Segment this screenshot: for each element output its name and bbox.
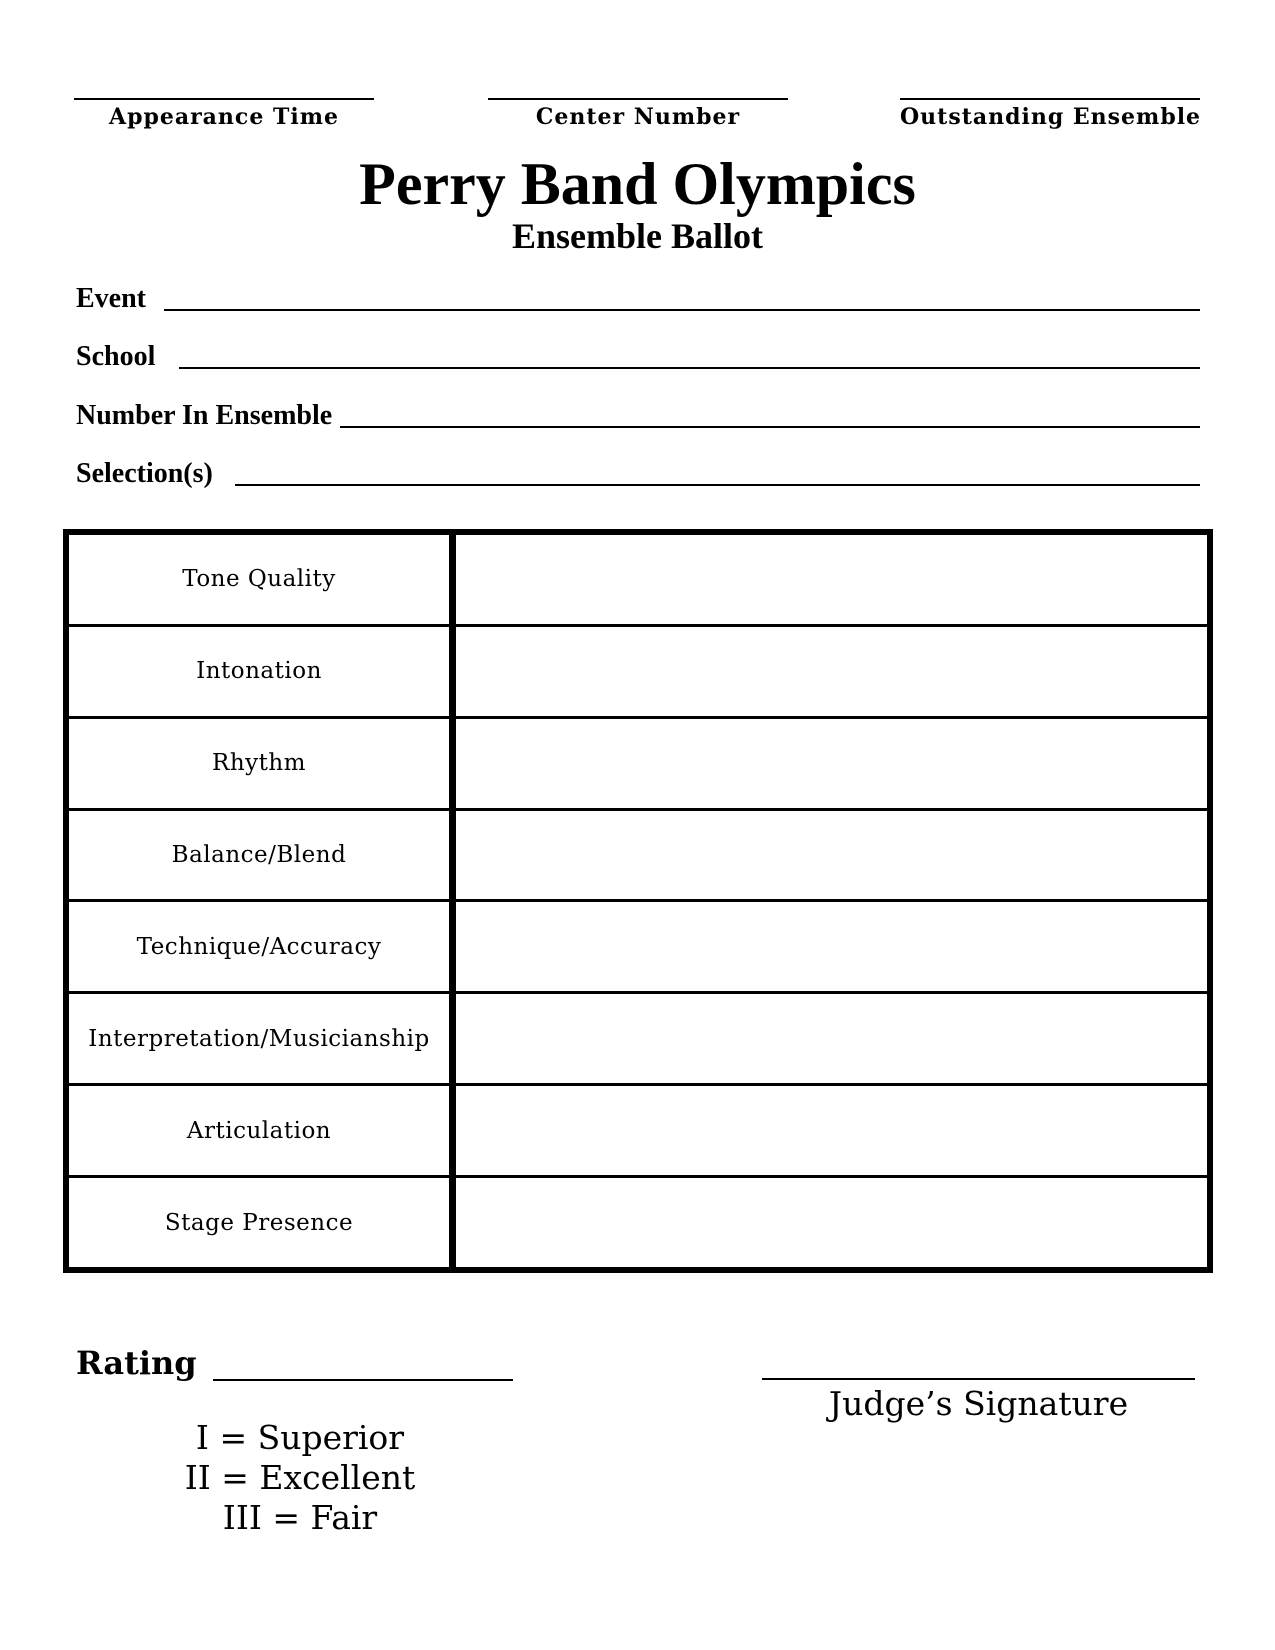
appearance-time-field[interactable] <box>74 74 374 130</box>
criteria-row <box>66 1085 1210 1177</box>
rating-scale-item: II = Excellent <box>184 1458 416 1497</box>
criteria-comment-cell[interactable] <box>453 901 1211 993</box>
selections-row <box>76 458 1200 490</box>
event-label: Event <box>76 283 146 314</box>
criteria-table <box>63 529 1213 1273</box>
appearance-time-line[interactable] <box>74 74 374 100</box>
criteria-label: Rhythm <box>66 717 453 809</box>
rating-scale <box>150 1418 450 1538</box>
criteria-label: Intonation <box>66 625 453 717</box>
criteria-label: Technique/Accuracy <box>66 901 453 993</box>
page-subtitle: Ensemble Ballot <box>511 216 763 256</box>
criteria-row <box>66 532 1210 625</box>
criteria-comment-cell[interactable] <box>453 717 1211 809</box>
criteria-label: Tone Quality <box>66 532 453 625</box>
criteria-row <box>66 717 1210 809</box>
rating-scale-item: I = Superior <box>195 1418 405 1457</box>
criteria-label: Interpretation/Musicianship <box>66 993 453 1085</box>
event-row <box>76 283 1200 315</box>
criteria-row <box>66 901 1210 993</box>
selections-label: Selection(s) <box>76 458 213 489</box>
selections-line[interactable] <box>235 460 1200 486</box>
school-label: School <box>76 341 156 372</box>
number-in-ensemble-line[interactable] <box>340 402 1200 428</box>
criteria-label: Stage Presence <box>66 1177 453 1270</box>
criteria-comment-cell[interactable] <box>453 993 1211 1085</box>
page-title: Perry Band Olympics <box>359 151 916 217</box>
rating-scale-item: III = Fair <box>222 1498 378 1537</box>
center-number-line[interactable] <box>488 74 788 100</box>
center-number-label: Center Number <box>535 104 741 130</box>
rating-line[interactable] <box>213 1353 513 1381</box>
criteria-row <box>66 993 1210 1085</box>
rating-label: Rating <box>76 1344 197 1382</box>
criteria-label: Articulation <box>66 1085 453 1177</box>
school-line[interactable] <box>179 343 1200 369</box>
outstanding-ensemble-line[interactable] <box>900 74 1200 100</box>
criteria-comment-cell[interactable] <box>453 809 1211 901</box>
criteria-comment-cell[interactable] <box>453 1085 1211 1177</box>
school-row <box>76 341 1200 373</box>
criteria-label: Balance/Blend <box>66 809 453 901</box>
criteria-row <box>66 809 1210 901</box>
judge-signature-label: Judge’s Signature <box>828 1384 1129 1423</box>
criteria-row <box>66 1177 1210 1270</box>
criteria-comment-cell[interactable] <box>453 625 1211 717</box>
criteria-comment-cell[interactable] <box>453 1177 1211 1270</box>
criteria-row <box>66 625 1210 717</box>
center-number-field[interactable] <box>488 74 788 130</box>
number-in-ensemble-label: Number In Ensemble <box>76 400 333 431</box>
judge-signature-line[interactable] <box>762 1350 1195 1380</box>
criteria-comment-cell[interactable] <box>453 532 1211 625</box>
outstanding-ensemble-field[interactable] <box>900 74 1200 130</box>
outstanding-ensemble-label: Outstanding Ensemble <box>900 104 1202 130</box>
event-line[interactable] <box>164 285 1200 311</box>
number-in-ensemble-row <box>76 400 1200 432</box>
appearance-time-label: Appearance Time <box>109 104 339 130</box>
